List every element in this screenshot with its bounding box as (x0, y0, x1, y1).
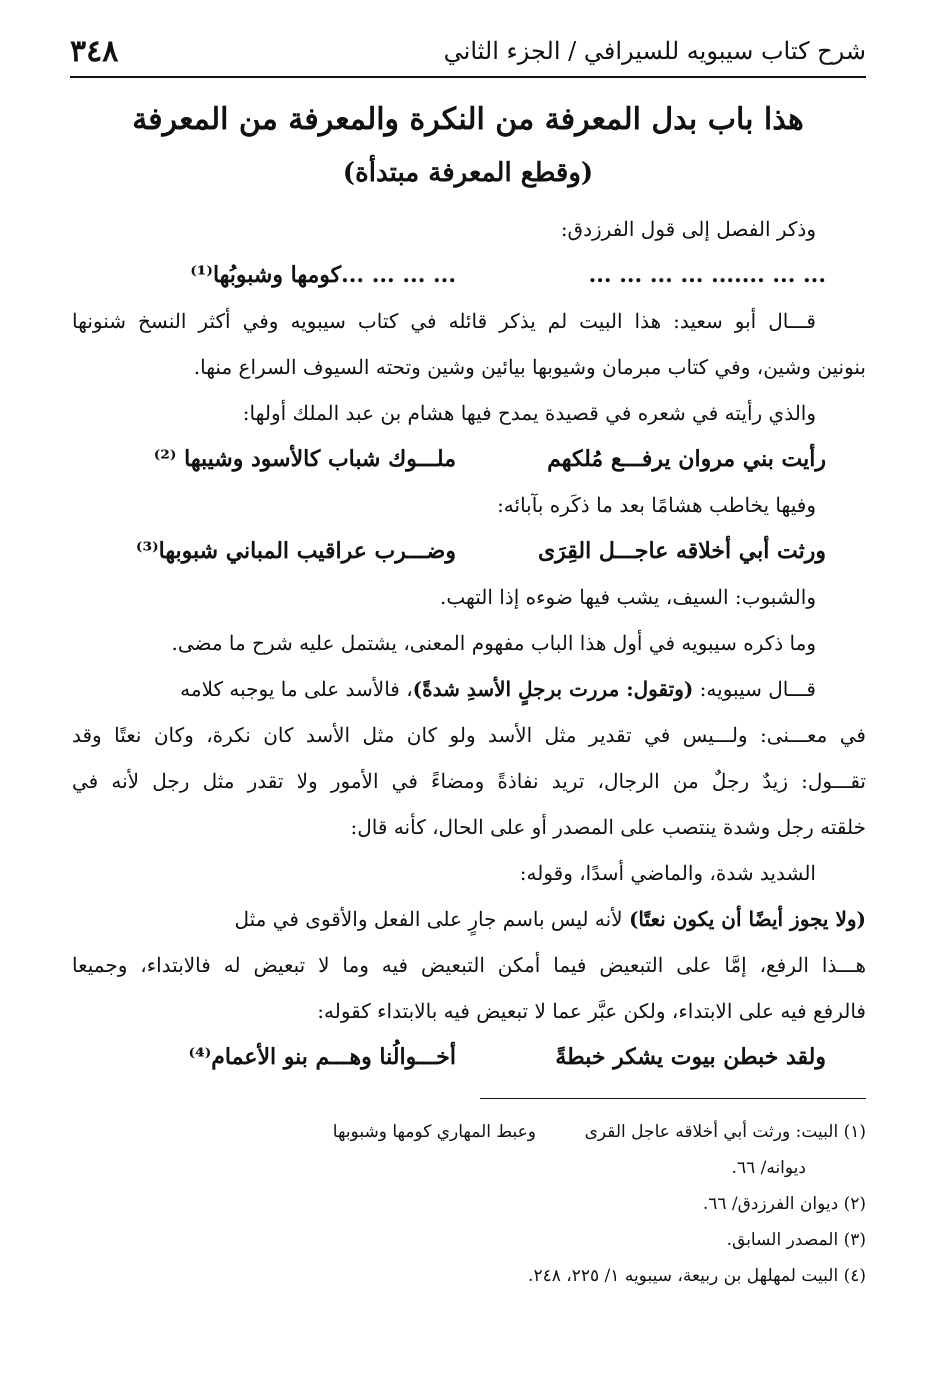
body-line: في معـــنى: ولـــيس في تقدير مثل الأسد ولو كان مثل الأسد كان نكرة، وكان نعتًا وقد (72, 723, 866, 747)
page-number: ٣٤٨ (70, 33, 119, 69)
body-line (72, 896, 866, 942)
page-header (70, 28, 866, 74)
body-line: قـــال أبو سعيد: هذا البيت لم يذكر قائله في كتاب سيبويه وفي أكثر النسخ شنونها (72, 309, 816, 333)
chapter-title: هذا باب بدل المعرفة من النكرة والمعرفة من المعرفة (132, 102, 804, 137)
verse-line (72, 436, 866, 482)
body-line: الشديد شدة، والماضي أسدًا، وقوله: (519, 861, 816, 885)
verse-line (72, 252, 866, 298)
footnote: (٢) ديوان الفرزدق/ ٦٦. (702, 1194, 866, 1214)
chapter-subtitle: (وقطع المعرفة مبتدأة) (342, 158, 594, 188)
quoted-text: (وتقول: مررت برجلٍ الأسدِ شدةً) (412, 677, 694, 701)
footnote-rule (480, 1098, 866, 1099)
verse-hemistich-left: ... ... ... ...كومها وشبوبُها⁽¹⁾ (190, 262, 456, 288)
text-run: قـــال سيبويه: (693, 677, 816, 701)
footnote: (٣) المصدر السابق. (726, 1230, 866, 1250)
body-line: خلقته رجل وشدة ينتصب على المصدر أو على الحال، كأنه قال: (350, 815, 866, 839)
verse-hemistich-right: ورثت أبي أخلاقه عاجـــل القِرَى (537, 538, 826, 564)
body-line: بنونين وشين، وفي كتاب مبرمان وشيوبها بيائين وشين وتحته السيوف السراع منها. (193, 355, 866, 379)
verse-hemistich-right: رأيت بني مروان يرفـــع مُلكهم (547, 446, 826, 472)
footnotes (72, 1114, 866, 1294)
verse-line (72, 1034, 866, 1080)
verse-hemistich-right: ولقد خبطن بيوت يشكر خبطةً (555, 1044, 826, 1070)
body-line: والشبوب: السيف، يشب فيها ضوءه إذا التهب. (440, 585, 816, 609)
body-line: وفيها يخاطب هشامًا بعد ما ذكَره بآبائه: (497, 493, 816, 517)
body-text (72, 206, 866, 1080)
footnote: (٤) البيت لمهلهل بن ربيعة، سيبويه ١/ ٢٢٥، ٢٤٨. (528, 1266, 866, 1286)
body-line: وما ذكره سيبويه في أول هذا الباب مفهوم المعنى، يشتمل عليه شرح ما مضى. (171, 631, 816, 655)
verse-hemistich-right: ... ... ....... ... ... ... ... (588, 262, 826, 288)
footnote-text: وعبط المهاري كومها وشبوبها (332, 1122, 536, 1142)
footnote-text: (١) البيت: ورثت أبي أخلاقه عاجل القرى (584, 1122, 866, 1142)
text-run: لأنه ليس باسم جارٍ على الفعل والأقوى في مثل (234, 907, 629, 931)
body-line: تقـــول: زيدٌ رجلٌ من الرجال، تريد نفاذةً ومضاءً في الأمور ولا تقدر مثل رجل لأنه في (72, 769, 866, 793)
verse-hemistich-left: أخـــوالُنا وهـــم بنو الأعمام⁽⁴⁾ (188, 1044, 456, 1070)
quoted-text: (ولا يجوز أيضًا أن يكون نعتًا) (628, 907, 866, 931)
header-rule (70, 76, 866, 78)
footnote (72, 1114, 866, 1150)
verse-hemistich-left: ملـــوك شباب كالأسود وشيبها ⁽²⁾ (153, 446, 456, 472)
body-line: وذكر الفصل إلى قول الفرزدق: (560, 217, 816, 241)
body-line (72, 666, 866, 712)
running-title: شرح كتاب سيبويه للسيرافي / الجزء الثاني (443, 37, 866, 65)
text-run: ، فالأسد على ما يوجبه كلامه (180, 677, 413, 701)
body-line: والذي رأيته في شعره في قصيدة يمدح فيها هشام بن عبد الملك أولها: (242, 401, 816, 425)
verse-line (72, 528, 866, 574)
footnote: ديوانه/ ٦٦. (731, 1158, 806, 1178)
verse-hemistich-left: وضـــرب عراقيب المباني شبوبها⁽³⁾ (135, 538, 456, 564)
body-line: فالرفع فيه على الابتداء، ولكن عبَّر عما لا تبعيض فيه بالابتداء كقوله: (317, 999, 866, 1023)
body-line: هـــذا الرفع، إمَّا على التبعيض فيما أمكن التبعيض فيه وما لا تبعيض له فالابتداء، وجميعا (72, 953, 866, 977)
